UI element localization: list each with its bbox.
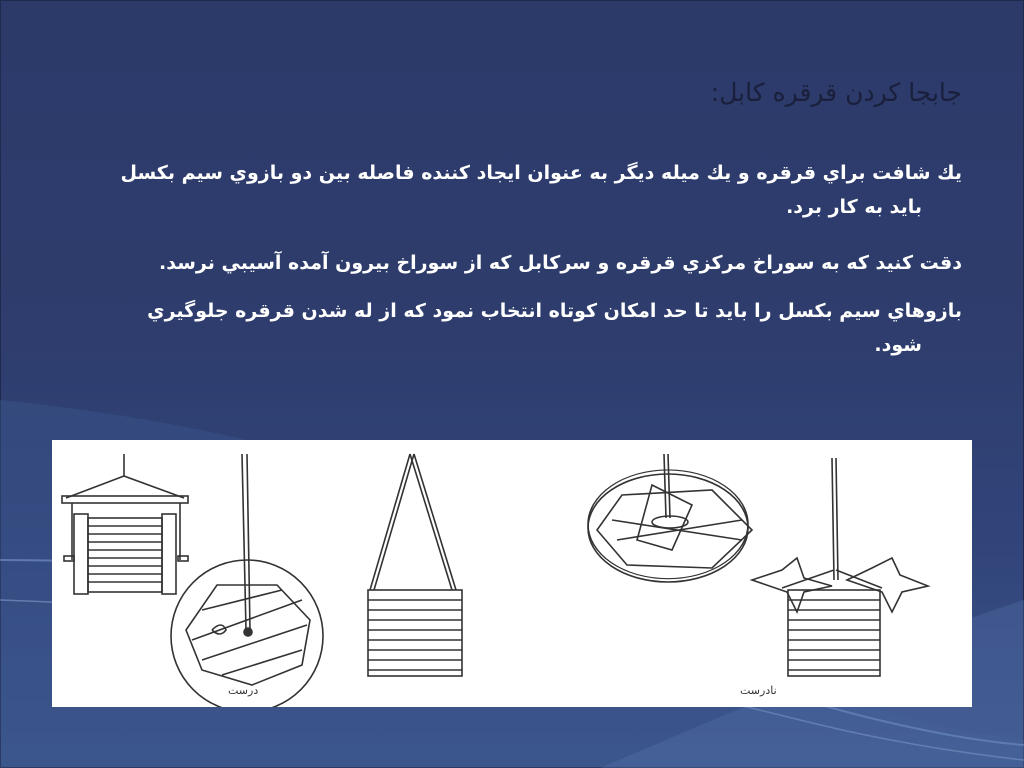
paragraph-shaft xyxy=(52,156,962,224)
paragraph-cable-arms-line-1: بازوهاي سيم بكسل را بايد تا حد امكان كوتاه انتخاب نمود كه از له شدن قرقره جلوگيري xyxy=(147,300,962,322)
reel-illustration xyxy=(52,440,972,707)
reel-spreader-bar-drawing xyxy=(62,454,188,594)
reel-handling-figure xyxy=(52,440,972,707)
reel-center-shaft-drawing xyxy=(171,454,323,707)
paragraph-shaft-line-2: بايد به كار برد. xyxy=(786,196,922,218)
paragraph-cable-arms xyxy=(52,294,962,362)
paragraph-shaft-line-1: يك شافت براي قرقره و يك ميله ديگر به عنوان ايجاد كننده فاصله بين دو بازوي سيم بكسل xyxy=(120,162,962,184)
reel-incorrect-front-drawing xyxy=(588,454,752,582)
caption-correct: درست xyxy=(228,684,259,697)
paragraph-cable-arms-line-2: شود. xyxy=(874,334,922,356)
caption-incorrect: نادرست xyxy=(740,684,777,697)
paragraph-center-hole: دقت كنيد كه به سوراخ مركزي قرقره و سركابل كه از سوراخ بيرون آمده آسيبي نرسد. xyxy=(159,252,962,274)
reel-short-arms-drawing xyxy=(368,454,462,676)
reel-incorrect-side-drawing xyxy=(752,458,928,676)
slide-title: جابجا کردن قرقره کابل: xyxy=(710,78,962,107)
